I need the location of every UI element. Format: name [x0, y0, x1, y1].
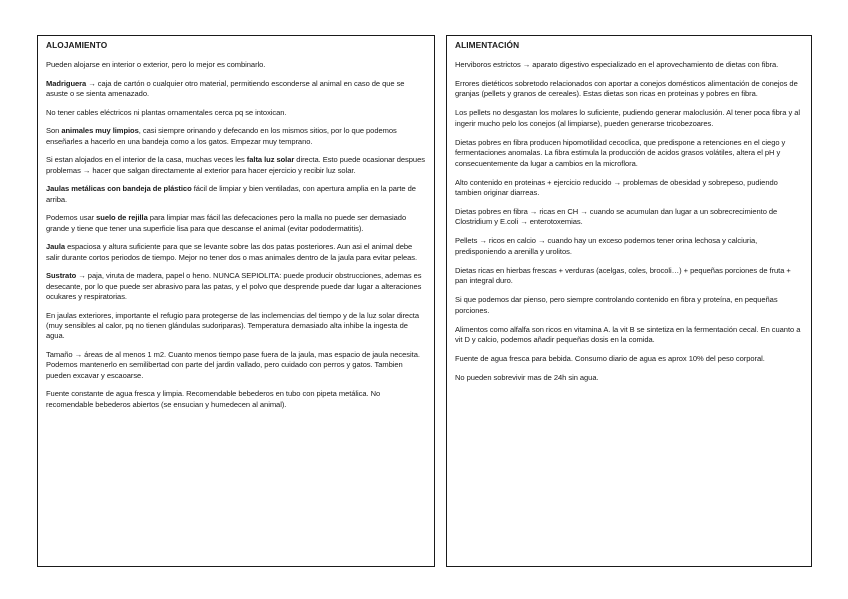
paragraph: Son animales muy limpios, casi siempre orinando y defecando en los mismos sitios, por lo que podemos enseñarles a hacerlo en una bandeja como a los gatos. Empezar muy temprano.: [46, 126, 397, 146]
paragraph: Alto contenido en proteinas + ejercicio reducido → problemas de obesidad y sobrepeso, pudiendo tambien originar diarreas.: [455, 177, 778, 198]
paragraph: Errores dietéticos sobretodo relacionados con aportar a conejos domésticos alimentación de conejos de granjas (pellets y granos de cereales). Estas dietas son ricas en proteinas y pobres en fibra.: [455, 79, 798, 99]
paragraph: Jaulas metálicas con bandeja de plástico fácil de limpiar y bien ventiladas, con apertura amplia en la parte de arriba.: [46, 184, 416, 204]
paragraph: Fuente constante de agua fresca y limpia. Recomendable bebederos en tubo con pipeta metálica. No recomendable bebederos abiertos (se ensucian y humedecen al animal).: [46, 389, 381, 409]
paragraph: Podemos usar suelo de rejilla para limpiar mas fácil las defecaciones pero la malla no puede ser demasiado grande y tiene que tener una superficie lisa para que descanse el animal (evitar pododermatitis).: [46, 213, 407, 233]
paragraph: Pellets → ricos en calcio → cuando hay un exceso podemos tener orina lechosa y calciuria, predisponiendo a arenilla y urolitos.: [455, 236, 758, 256]
paragraph: Fuente de agua fresca para bebida. Consumo diario de agua es aprox 10% del peso corporal.: [455, 354, 765, 364]
paragraph: Si estan alojados en el interior de la casa, muchas veces les falta luz solar directa. Esto puede ocasionar despues problemas → hacer que salgan directamente al exterior para hacer ejercicio y recibir luz solar.: [46, 155, 425, 175]
section-title: ALIMENTACIÓN: [455, 40, 520, 50]
paragraph: En jaulas exteriores, importante el refugio para protegerse de las inclemencias del tiempo y de la luz solar directa (muy sensibles al calor, pq no tienen glándulas sudoriparas). Temperatura demasiado alta inhibe la ingesta de agua.: [46, 310, 420, 341]
paragraph: Si que podemos dar pienso, pero siempre controlando contenido en fibra y proteína, en pequeñas porciones.: [455, 295, 778, 315]
paragraph: Herviboros estrictos → aparato digestivo especializado en el aprovechamiento de dietas con fibra.: [455, 60, 779, 69]
alimentacion-section: [446, 35, 812, 567]
paragraph: Dietas pobres en fibra → ricas en CH → cuando se acumulan dan lugar a un sobrecrecimiento de Clostridium y E.coli → enterotoxemias.: [455, 207, 778, 227]
paragraph: Tamaño → áreas de al menos 1 m2. Cuanto menos tiempo pase fuera de la jaula, mas espacio de jaula necesita. Podemos mantenerlo en semilibertad con parte del jardin vallado, pero cuidado con perros y gatos. Tambien pueden excavar y escaoarse.: [46, 350, 420, 380]
paragraph: Sustrato → paja, viruta de madera, papel o heno. NUNCA SEPIOLITA: puede producir obstrucciones, ademas es desecante, por lo que puede ser abrasivo para las patas, y el polvo que desprende puede dar lugar a alteraciones ocukares y respiratorias.: [46, 271, 422, 301]
paragraph: No tener cables eléctricos ni plantas ornamentales cerca pq se intoxican.: [46, 107, 287, 117]
paragraph: No pueden sobrevivir mas de 24h sin agua.: [455, 373, 599, 383]
alojamiento-section: [37, 35, 435, 567]
paragraph: Jaula espaciosa y altura suficiente para que se levante sobre las dos patas posteriores. Aun asi el animal debe salir durante cortos periodos de tiempo. Mejor no tener dos o mas animales dentro de la jaula para evitar peleas.: [46, 242, 418, 262]
paragraph: Los pellets no desgastan los molares lo suficiente, pudiendo generar maloclusión. Al tener poca fibra y al ingerir mucho pelo los conejos (al limpiarse), pueden generarse tricobezoares.: [455, 108, 801, 128]
paragraph: Dietas pobres en fibra producen hipomotilidad cecoclica, que predispone a retenciones en el ciego y fermentaciones anomalas. La fibra estimula la producción de acidos grasos volátiles, altera el pH y consecuentemente da lugar a cambios en la microflora.: [455, 137, 786, 168]
paragraph: Alimentos como alfalfa son ricos en vitamina A. la vit B se sintetiza en la fermentación cecal. En cuanto a vit D y calcio, podemos añadir pequeñas dosis en la comida.: [455, 324, 801, 345]
section-title: ALOJAMIENTO: [46, 40, 108, 50]
paragraph: Madriguera → caja de cartón o cualquier otro material, permitiendo esconderse al animal en caso de que se asuste o se sienta amenazado.: [46, 78, 405, 98]
paragraph: Pueden alojarse en interior o exterior, pero lo mejor es combinarlo.: [46, 60, 266, 69]
paragraph: Dietas ricas en hierbas frescas + verduras (acelgas, coles, brocoli…) + pequeñas porciones de fruta + pan integral duro.: [455, 265, 791, 286]
